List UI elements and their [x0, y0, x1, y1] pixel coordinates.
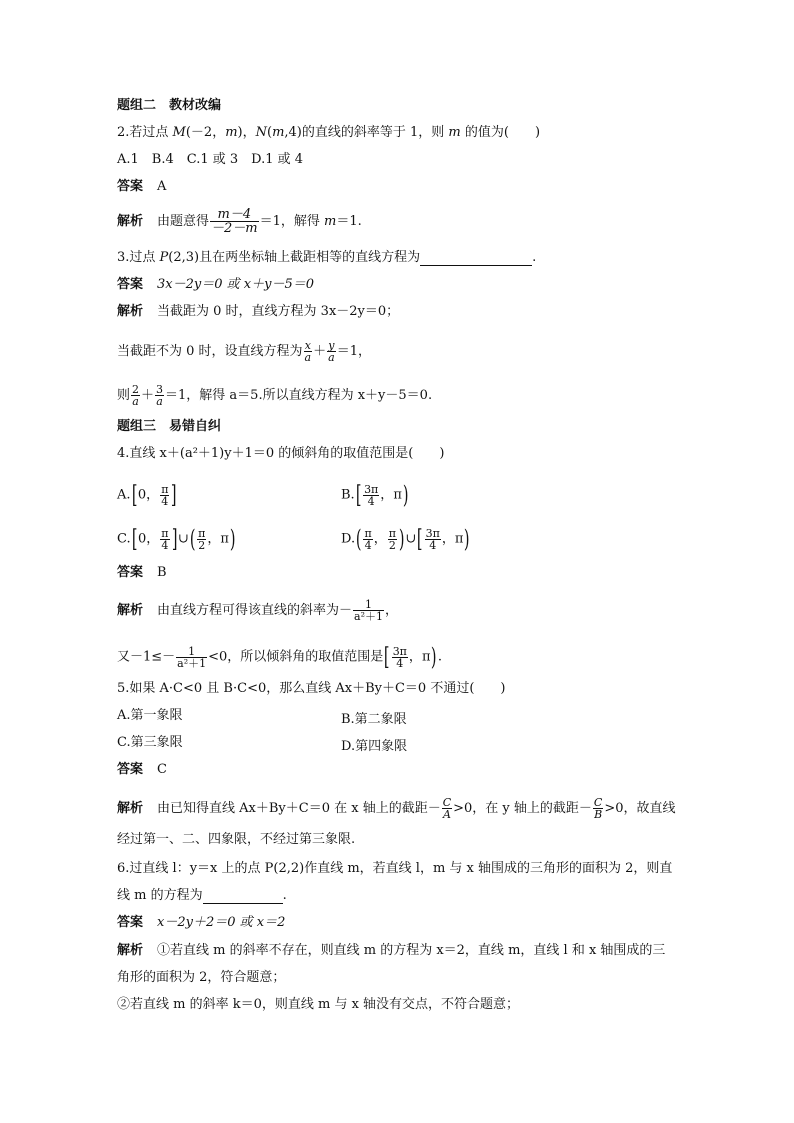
q6-answer-blank[interactable] — [203, 891, 283, 904]
q6-stem-2: 线 m 的方程为 . — [117, 888, 287, 903]
group2-title: 题组二 教材改编 — [117, 98, 222, 113]
q6-analysis-2: 角形的面积为 2，符合题意； — [117, 970, 286, 985]
q5-option-d: D.第四象限 — [341, 739, 408, 754]
q4-analysis-2: 又－1≤－ $\frac{1}{\text{a²＋1}}$ <0，所以倾斜角的取值范围是[ $\frac{3\pi}{4}$ ，π). — [117, 643, 442, 671]
q3-answer: 答案 3x－2y＝0 或 x＋y－5＝0 — [117, 277, 314, 292]
q4-option-d: D.( $\frac{\pi}{4}$ ， $\frac{\pi}{2}$ )∪[ $\frac{3\pi}{4}$ ，π) — [341, 525, 470, 553]
q6-analysis-1: 解析 ①若直线 m 的斜率不存在，则直线 m 的方程为 x＝2，直线 m，直线 l 和 x 轴围成的三 — [117, 943, 666, 958]
q4-stem: 4.直线 x＋(a²＋1)y＋1＝0 的倾斜角的取值范围是( ) — [117, 446, 445, 461]
q5-option-c: C.第三象限 — [117, 735, 183, 750]
q6-stem-1: 6.过直线 l：y＝x 上的点 P(2,2)作直线 m，若直线 l，m 与 x 轴围成的三角形的面积为 2，则直 — [117, 861, 673, 876]
q5-analysis-2: 经过第一、二、四象限，不经过第三象限. — [117, 832, 356, 847]
q4-option-c: C.[0， $\frac{\pi}{4}$ ]∪( $\frac{\pi}{2}$ ，π) — [117, 525, 236, 553]
q4-option-b: B.[ $\frac{3\pi}{4}$ ，π) — [341, 481, 409, 509]
q5-analysis-1: 解析 由已知得直线 Ax＋By＋C＝0 在 x 轴上的截距－ $\frac{C}{A}$ >0，在 y 轴上的截距－ $\frac{C}{B}$ >0，故直线 — [117, 796, 676, 821]
q2-options: A.1 B.4 C.1 或 3 D.1 或 4 — [117, 152, 304, 167]
q3-stem: 3.过点 P(2,3)且在两坐标轴上截距相等的直线方程为 . — [117, 250, 537, 265]
q4-answer: 答案 B — [117, 565, 167, 580]
q2-answer: 答案 A — [117, 179, 167, 194]
q6-answer: 答案 x－2y＋2＝0 或 x＝2 — [117, 915, 286, 930]
q5-answer: 答案 C — [117, 762, 167, 777]
q3-analysis-3: 则 $\frac{2}{a}$ ＋ $\frac{3}{a}$ ＝1，解得 a＝5.所以直线方程为 x＋y－5＝0. — [117, 383, 433, 408]
q2-analysis: 解析 由题意得 $\frac{m-4}{-2-m}$ ＝1，解得 m＝1. — [117, 207, 362, 236]
q6-analysis-3: ②若直线 m 的斜率 k＝0，则直线 m 与 x 轴没有交点，不符合题意； — [117, 997, 520, 1012]
q2-stem: 2.若过点 M(－2，m)，N(m,4)的直线的斜率等于 1，则 m 的值为( ) — [117, 125, 541, 140]
q3-analysis-1: 解析 当截距为 0 时，直线方程为 3x－2y＝0； — [117, 304, 400, 319]
q5-stem: 5.如果 A·C<0 且 B·C<0，那么直线 Ax＋By＋C＝0 不通过( ) — [117, 681, 506, 696]
q3-analysis-2: 当截距不为 0 时，设直线方程为 $\frac{x}{a}$ ＋ $\frac{y}{a}$ ＝1， — [117, 339, 371, 364]
q5-option-a: A.第一象限 — [117, 708, 183, 723]
q3-answer-blank[interactable] — [420, 253, 532, 266]
q4-analysis-1: 解析 由直线方程可得该直线的斜率为－ $\frac{1}{\text{a²＋1}}$ ， — [117, 598, 399, 623]
q4-option-a: A.[0， $\frac{\pi}{4}$ ] — [117, 481, 177, 509]
group3-title: 题组三 易错自纠 — [117, 419, 222, 434]
q5-option-b: B.第二象限 — [341, 712, 407, 727]
q2-fraction: $\frac{m-4}{-2-m}$ — [211, 207, 258, 236]
